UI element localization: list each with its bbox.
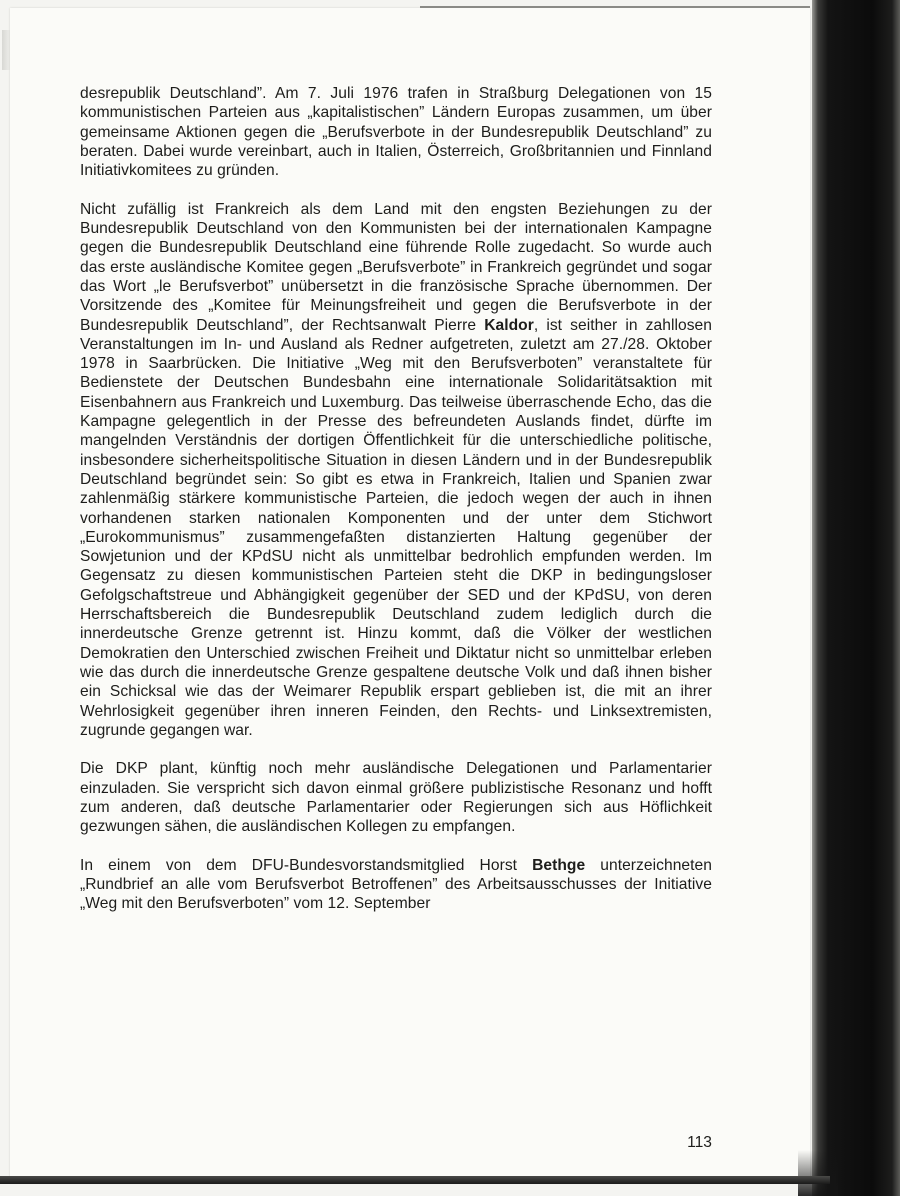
paragraph-text: unterzeichneten „Rundbrief an alle vom Berufsverbot Betroffenen” des Arbeitsausschusses der Initiative „Weg mit den Berufsverboten” vom 12. September — [80, 856, 712, 913]
page-top-edge — [420, 6, 810, 8]
paragraph-text: desrepublik Deutschland”. Am 7. Juli 1976 trafen in Straßburg Delegationen von 15 kommunistischen Parteien aus „kapitalistischen” Ländern Europas zusammen, um über gemeinsame Aktionen gegen die „Berufsverbote in der Bundesrepublik Deutschland” zu beraten. Dabei wurde vereinbart, auch in Italien, Österreich, Großbritannien und Finnland Initiativkomitees zu gründen. — [80, 85, 712, 180]
person-name-kaldor: Kaldor — [484, 316, 534, 334]
book-spine — [812, 0, 900, 1196]
paragraph-3 — [80, 759, 712, 836]
paragraph-2 — [80, 200, 712, 740]
paragraph-text: Nicht zufällig ist Frankreich als dem Land mit den engsten Beziehungen zu der Bundesrepublik Deutschland von den Kommunisten bei der internationalen Kampagne gegen die Bundesrepublik Deutschland eine führende Rolle zugedacht. So wurde auch das erste ausländische Komitee gegen „Berufsverbote” in Frankreich gegründet und sogar das Wort „le Berufsverbot” unübersetzt in die französische Sprache übernommen. Der Vorsitzende des „Komitee für Meinungsfreiheit und gegen die Berufsverbote in der Bundesrepublik Deutschland”, der Rechtsanwalt Pierre — [80, 200, 712, 334]
page-curl-shadow — [798, 1150, 838, 1196]
paragraph-4 — [80, 856, 712, 914]
person-name-bethge: Bethge — [532, 856, 586, 874]
body-text — [80, 84, 712, 914]
page-bottom-edge — [0, 1176, 830, 1184]
paragraph-text: , ist seither in zahllosen Veranstaltungen im In- und Ausland als Redner aufgetreten, zuletzt am 27./28. Oktober 1978 in Saarbrücken. Die Initiative „Weg mit den Berufsverboten” veranstaltete für Bedienstete der Deutschen Bundesbahn eine internationale Solidaritätsaktion mit Eisenbahnern aus Frankreich und Luxemburg. Das teilweise überraschende Echo, das die Kampagne gelegentlich in der Presse des befreundeten Auslands findet, dürfte im mangelnden Verständnis der dortigen Öffentlichkeit für die unterschiedliche politische, insbesondere sicherheitspolitische Situation in diesen Ländern und in der Bundesrepublik Deutschland begründet sein: So gibt es etwa in Frankreich, Italien und Spanien zwar zahlenmäßig stärkere kommunistische Parteien, die jedoch wegen der auch in ihnen vorhandenen starken nationalen Komponenten und der unter dem Stichwort „Eurokommunismus” zusammengefaßten distanzierten Haltung gegenüber der Sowjetunion und der KPdSU nicht als unmittelbar bedrohlich empfunden werden. Im Gegensatz zu diesen kommunistischen Parteien steht die DKP in bedingungsloser Gefolgschaftstreue und Abhängigkeit gegenüber der SED und der KPdSU, von deren Herrschaftsbereich die Bundesrepublik Deutschland zudem lediglich durch die innerdeutsche Grenze getrennt ist. Hinzu kommt, daß die Völker der westlichen Demokratien den Unterschied zwischen Freiheit und Diktatur nicht so unmittelbar erleben wie das durch die innerdeutsche Grenze gespaltene deutsche Volk und daß ihnen bisher ein Schicksal wie das der Weimarer Republik erspart geblieben ist, die mit an ihrer Wehrlosigkeit gegenüber ihren inneren Feinden, den Rechts- und Linksextremisten, zugrunde gegangen war. — [80, 316, 712, 739]
paragraph-text: Die DKP plant, künftig noch mehr ausländische Delegationen und Parlamentarier einzuladen. Sie verspricht sich davon einmal größere publizistische Resonanz und hofft zum anderen, daß deutsche Parlamentarier oder Regierungen sich aus Höflichkeit gezwungen sähen, die ausländischen Kollegen zu empfangen. — [80, 760, 712, 836]
page-number: 113 — [687, 1134, 712, 1151]
paragraph-text: In einem von dem DFU-Bundesvorstandsmitglied Horst — [80, 856, 533, 874]
paragraph-1 — [80, 84, 712, 180]
